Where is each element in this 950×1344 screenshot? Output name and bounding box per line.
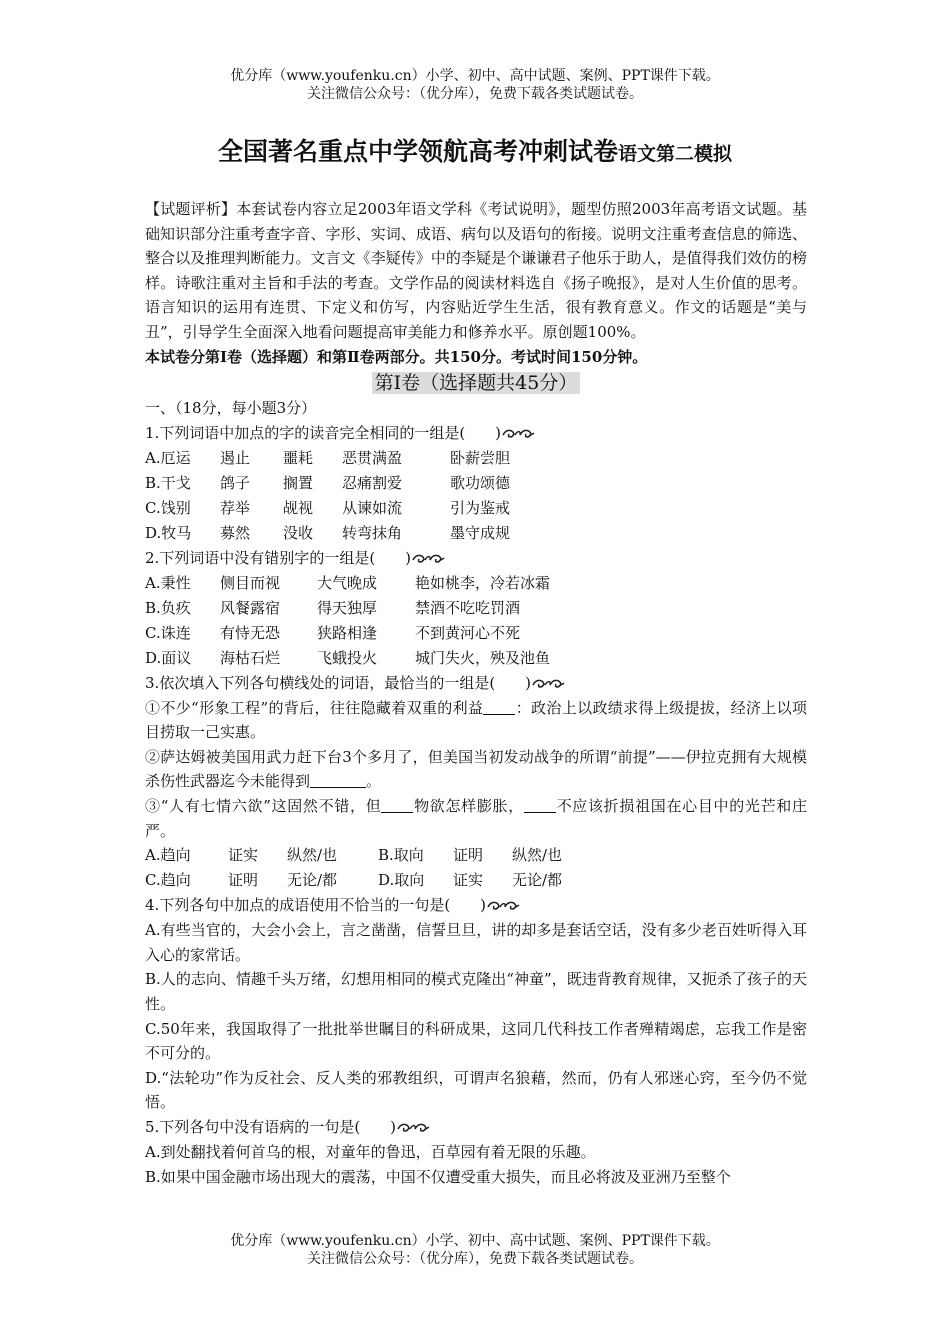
q4-option-a: A.有些当官的，大会小会上，言之凿凿，信誓旦旦，讲的却多是套话空话，没有多少老百姓听得入耳入心的家常话。 (145, 921, 807, 964)
decorative-swirl-icon (531, 678, 565, 690)
question-1-stem: 1.下列词语中加点的字的读音完全相同的一组是( ) (145, 421, 807, 446)
q2-option-d: D.面议 海枯石烂 飞蛾投火 城门失火，殃及池鱼 (145, 648, 551, 667)
q1-option-b: B.干戈 鸽子 搁置 忍痛割爱 歌功颂德 (145, 473, 511, 492)
fill-blank (381, 798, 413, 813)
page-footer (0, 1232, 950, 1268)
q5-option-b: B.如果中国金融市场出现大的震荡，中国不仅遭受重大损失，而且必将波及亚洲乃至整个 (145, 1167, 731, 1186)
q5-option-a: A.到处翻找着何首乌的根，对童年的鲁迅，百草园有着无限的乐趣。 (145, 1142, 596, 1161)
page-header (0, 67, 950, 103)
q1-option-d: D.牧马 募然 没收 转弯抹角 墨守成规 (145, 523, 511, 542)
fill-blank (483, 700, 515, 715)
review-paragraph: 【试题评析】本套试卷内容立足2003年语文学科《考试说明》，题型仿照2003年高考语文试题。基础知识部分注重考查字音、字形、实词、成语、病句以及语句的衔接。说明文注重考查信息的筛选、整合以及推理判断能力。文言文《李疑传》中的李疑是个谦谦君子他乐于助人，是值得我们效仿的榜样。诗歌注重对主旨和手法的考查。文学作品的阅读材料选自《扬子晚报》，是对人生价值的思考。语言知识的运用有连贯、下定义和仿写，内容贴近学生生活，很有教育意义。作文的话题是“美与丑”，引导学生全面深入地看问题提高审美能力和修养水平。原创题100%。 (145, 200, 807, 341)
q4-option-b: B.人的志向、情趣千头万绪，幻想用相同的模式克隆出“神童”，既违背教育规律，又扼杀了孩子的天性。 (145, 970, 807, 1013)
q4-option-d: D.“法轮功”作为反社会、反人类的邪教组织，可谓声名狼藉，然而，仍有人邪迷心窍，至今仍不觉悟。 (145, 1068, 807, 1112)
part-heading: 一、（18分，每小题3分） (145, 398, 317, 417)
header-line-1: 优分库（www.youfenku.cn）小学、初中、高中试题、案例、PPT课件下载。 (230, 68, 720, 84)
decorative-swirl-icon (501, 428, 535, 440)
footer-line-1: 优分库（www.youfenku.cn）小学、初中、高中试题、案例、PPT课件下载。 (230, 1233, 720, 1249)
header-line-2: 关注微信公众号：（优分库），免费下载各类试题试卷。 (307, 86, 643, 102)
page-title (0, 132, 950, 168)
q3-sentence-2: ②萨达姆被美国用武力赶下台3个多月了，但美国当初发动战争的所谓“前提”——伊拉克拥有大规模杀伤性武器迄今未能得到 。 (145, 747, 807, 791)
decorative-swirl-icon (411, 553, 445, 565)
title-sub: 语文第二模拟 (618, 143, 733, 165)
q3-sentence-3: ③“人有七情六欲”这固然不错，但 物欲怎样膨胀， 不应该折损祖国在心目中的光芒和庄严。 (145, 796, 807, 840)
footer-line-2: 关注微信公众号：（优分库），免费下载各类试题试卷。 (307, 1251, 643, 1267)
exam-info: 本试卷分第Ⅰ卷（选择题）和第Ⅱ卷两部分。共150分。考试时间150分钟。 (145, 347, 648, 366)
decorative-swirl-icon (396, 1122, 430, 1134)
q2-option-a: A.秉性 侧目而视 大气晚成 艳如桃李，冷若冰霜 (145, 573, 551, 592)
q3-sentence-1: ①不少“形象工程”的背后，往往隐藏着双重的利益 ：政治上以政绩求得上级提拔，经济上以项目捞取一己实惠。 (145, 698, 807, 742)
q1-option-c: C.饯别 荐举 觇视 从谏如流 引为鉴戒 (145, 498, 511, 517)
title-main: 全国著名重点中学领航高考冲刺试卷 (217, 137, 618, 166)
q1-option-a: A.厄运 遏止 噩耗 恶贯满盈 卧薪尝胆 (145, 448, 511, 467)
q3-options-ab: A.趋向 证实 纵然/也 B.取向 证明 纵然/也 (145, 846, 563, 865)
fill-blank (524, 798, 556, 813)
exam-content (145, 197, 807, 1190)
q4-option-c: C.50年来，我国取得了一批批举世瞩目的科研成果，这同几代科技工作者殚精竭虑，忘我工作是密不可分的。 (145, 1019, 807, 1063)
q2-option-c: C.诛连 有恃无恐 狭路相逢 不到黄河心不死 (145, 623, 521, 642)
question-4-stem: 4.下列各句中加点的成语使用不恰当的一句是( ) (145, 893, 807, 918)
section-heading: 第Ⅰ卷（选择题共45分） (145, 370, 807, 396)
decorative-swirl-icon (486, 900, 520, 912)
fill-blank (310, 773, 366, 788)
q2-option-b: B.负疚 风餐露宿 得天独厚 禁酒不吃吃罚酒 (145, 598, 521, 617)
question-2-stem: 2.下列词语中没有错别字的一组是( ) (145, 546, 807, 571)
question-5-stem: 5.下列各句中没有语病的一句是( ) (145, 1115, 807, 1140)
question-3-stem: 3.依次填入下列各句横线处的词语，最恰当的一组是( ) (145, 671, 807, 696)
q3-options-cd: C.趋向 证明 无论/都 D.取向 证实 无论/都 (145, 871, 563, 890)
